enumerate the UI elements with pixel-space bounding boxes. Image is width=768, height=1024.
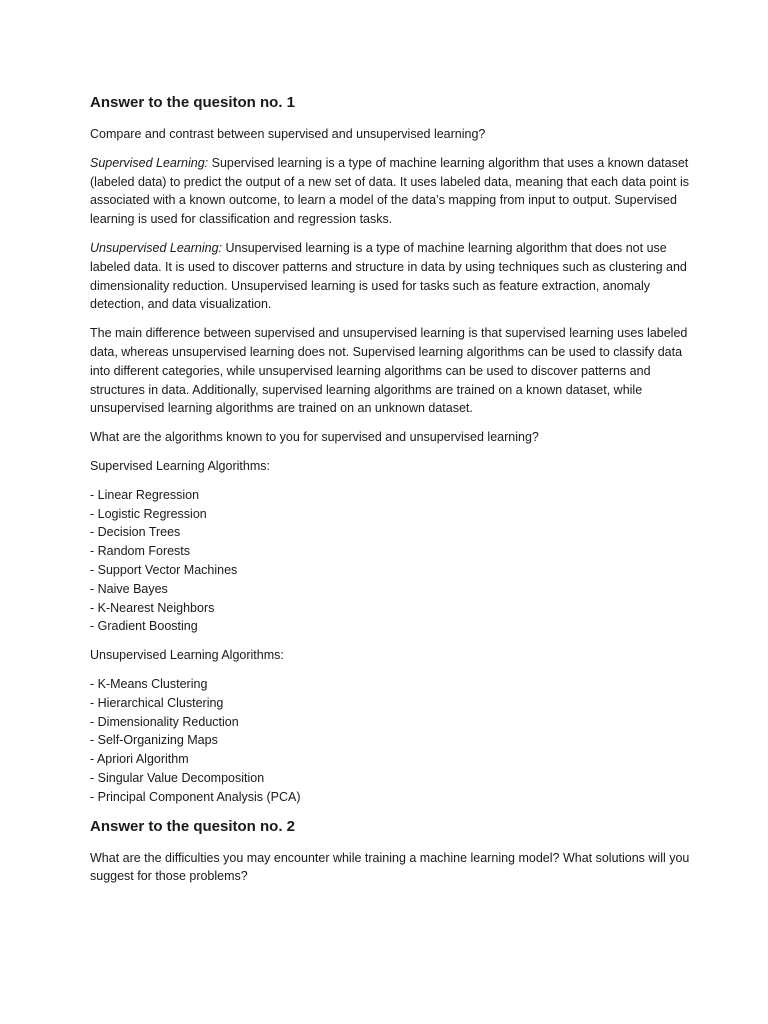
list-item: - Naive Bayes [90, 581, 168, 596]
question-2-text: What are the difficulties you may encounter while training a machine learning model? What solutions will you suggest for those problems? [90, 850, 690, 884]
question-algorithms-text: What are the algorithms known to you for supervised and unsupervised learning? [90, 430, 539, 445]
list-item: - Self-Organizing Maps [90, 733, 218, 748]
unsupervised-paragraph [90, 239, 690, 314]
supervised-body: Supervised learning is a type of machine learning algorithm that uses a known dataset (labeled data) to predict the output of a new set of data. It uses labeled data, meaning that each data point is associated with a known outcome, to learn a model of the data’s mapping from input to output. Supervised learning is used for classification and regression tasks. [90, 155, 690, 227]
list-item: - Dimensionality Reduction [90, 714, 239, 729]
list-item: - Logistic Regression [90, 506, 207, 521]
list-item: - Gradient Boosting [90, 619, 198, 634]
answer-1-heading: Answer to the quesiton no. 1 [90, 94, 296, 111]
list-item: - Random Forests [90, 544, 191, 559]
list-item: - Linear Regression [90, 487, 200, 502]
question-1-text: Compare and contrast between supervised and unsupervised learning? [90, 127, 486, 141]
supervised-paragraph [90, 154, 690, 229]
supervised-algorithms-list [90, 486, 690, 636]
document-page [90, 93, 690, 896]
list-item: - K-Nearest Neighbors [90, 600, 215, 615]
list-item: - K-Means Clustering [90, 676, 208, 691]
unsupervised-algorithms-title: Unsupervised Learning Algorithms: [90, 648, 284, 663]
unsupervised-algorithms-list [90, 675, 690, 807]
unsupervised-lead: Unsupervised Learning: [90, 240, 223, 255]
list-item: - Hierarchical Clustering [90, 695, 224, 710]
unsupervised-body: Unsupervised learning is a type of machine learning algorithm that does not use labeled data. It is used to discover patterns and structure in data by using techniques such as clustering and dimensionality reduction. Unsupervised learning is used for tasks such as feature extraction, anomaly detection, and data visualization. [90, 240, 687, 312]
list-item: - Apriori Algorithm [90, 752, 189, 767]
difference-paragraph: The main difference between supervised and unsupervised learning is that supervised learning uses labeled data, whereas unsupervised learning does not. Supervised learning algorithms can be used to classify data into different categories, while unsupervised learning algorithms can be used to discover patterns and structures in data. Additionally, supervised learning algorithms are trained on a known dataset, while unsupervised learning algorithms are trained on an unknown dataset. [90, 326, 688, 416]
answer-2-heading: Answer to the quesiton no. 2 [90, 817, 296, 835]
supervised-lead: Supervised Learning: [90, 155, 209, 170]
list-item: - Decision Trees [90, 525, 181, 540]
supervised-algorithms-title: Supervised Learning Algorithms: [90, 458, 270, 473]
list-item: - Singular Value Decomposition [90, 770, 265, 785]
list-item: - Support Vector Machines [90, 562, 238, 577]
list-item: - Principal Component Analysis (PCA) [90, 789, 301, 804]
